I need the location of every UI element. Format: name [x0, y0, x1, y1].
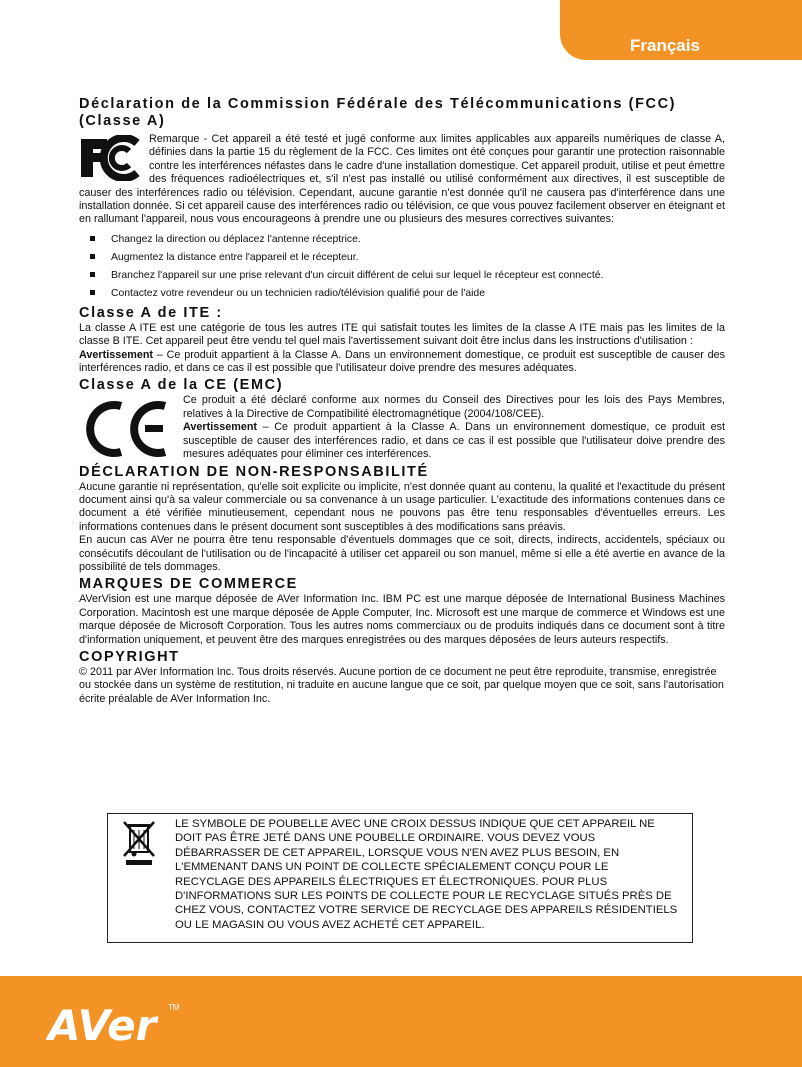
language-tab — [560, 0, 802, 60]
fcc-heading: Déclaration de la Commission Fédérale des Télécommunications (FCC) (Classe A) — [79, 96, 677, 129]
language-label: Français — [630, 36, 700, 55]
list-item: Contactez votre revendeur ou un technicien radio/télévision qualifié pour de l'aide — [89, 287, 725, 300]
ce-heading: Classe A de la CE (EMC) — [79, 377, 284, 394]
svg-text:TM: TM — [168, 1003, 180, 1012]
list-item: Augmentez la distance entre l'appareil et le récepteur. — [89, 251, 725, 264]
aver-logo — [46, 996, 186, 1050]
crossed-bin-icon — [122, 820, 156, 866]
list-item: Branchez l'appareil sur une prise relevant d'un circuit différent de celui sur lequel le récepteur est connecté. — [89, 269, 725, 282]
svg-text:AVer: AVer — [48, 1001, 157, 1050]
warning-text: – Ce produit appartient à la Classe A. Dans un environnement domestique, ce produit est susceptible de causer des interférences radio, et dans ce cas il est possible que l'utilisateur doive prendre des mesures adéquates pour éliminer ces interférences. — [183, 421, 725, 461]
disclaimer-paragraph-2: En aucun cas AVer ne pourra être tenu responsable d'éventuels dommages que ce soit, directs, indirects, accidentels, spéciaux ou consécutifs découlant de l'utilisation ou de l'incapacité à utiliser cet appareil ou son manuel, même si elle a été avertie en avance de la possibilité de tels dommages. — [79, 534, 725, 573]
fcc-measures-list — [89, 233, 725, 300]
ce-warning — [79, 421, 725, 461]
trademarks-heading: MARQUES DE COMMERCE — [79, 576, 298, 593]
fcc-paragraph: Remarque - Cet appareil a été testé et jugé conforme aux limites applicables aux appareils numériques de classe A, définies dans la partie 15 du règlement de la FCC. Ces limites ont été conçues pour garantir une protection raisonnable contre les interférences néfastes dans le cadre d'une installation domestique. Cet appareil produit, utilise et peut émettre des fréquences radioélectriques et, s'il n'est pas installé ou utilisé conformément aux directives, il est susceptible de causer des interférences radio ou télévision. Cependant, aucune garantie n'est donnée qu'il ne causera pas d'interférence dans une installation donnée. Si cet appareil cause des interférences radio ou télévision, ce que vous pouvez facilement observer en éteignant et en rallumant l'appareil, nous vous encourageons à prendre une ou plusieurs des mesures correctives suivantes: — [79, 133, 725, 226]
ce-paragraph: Ce produit a été déclaré conforme aux normes du Conseil des Directives pour les lois des Pays Membres, relatives à la Directive de Compatibilité électromagnétique (2004/108/CEE). — [183, 394, 725, 420]
document-body — [79, 96, 725, 706]
ite-paragraph: La classe A ITE est une catégorie de tous les autres ITE qui satisfait toutes les limites de la classe A ITE mais pas les limites de la classe B ITE. Cet appareil peut être vendu tel quel mais l'avertissement suivant doit être inclus dans les instructions d'utilisation : — [79, 321, 725, 348]
weee-notice-text: LE SYMBOLE DE POUBELLE AVEC UNE CROIX DESSUS INDIQUE QUE CET APPAREIL NE DOIT PAS ÊTRE JETÉ DANS UNE POUBELLE ORDINAIRE. VOUS DEVEZ VOUS DÉBARRASSER DE CET APPAREIL, LORSQUE VOUS N'EN AVEZ PLUS BESOIN, EN L'EMMENANT DANS UN POINT DE COLLECTE SPÉCIALEMENT CONÇU POUR LE RECYCLAGE DES APPAREILS ÉLECTRIQUES ET ÉLECTRONIQUES. POUR PLUS D'INFORMATIONS SUR LES POINTS DE COLLECTE POUR LE RECYCLAGE SITUÉS PRÈS DE CHEZ VOUS, CONTACTEZ VOTRE SERVICE DE RECYCLAGE DES APPAREILS RÉSIDENTIELS OU LE MAGASIN OU VOUS AVEZ ACHETÉ CET APPAREIL. — [175, 818, 678, 931]
fcc-section — [79, 133, 725, 227]
trademarks-paragraph: AVerVision est une marque déposée de AVer Information Inc. IBM PC est une marque déposée de International Business Machines Corporation. Macintosh est une marque déposée de Apple Computer, Inc. Microsoft est une marque de commerce et Windows est une marque déposée de Microsoft Corporation. Tous les autres noms commerciaux ou de produits indiqués dans ce document sont à titre d'information uniquement, et peuvent être des marques enregistrées ou des marques déposées de leurs auteurs respectifs. — [79, 593, 725, 646]
ce-section — [79, 394, 725, 461]
warning-label: Avertissement — [183, 421, 258, 434]
footer-bar — [0, 976, 802, 1067]
ite-warning — [79, 349, 725, 376]
ite-heading: Classe A de ITE : — [79, 304, 223, 321]
copyright-heading: COPYRIGHT — [79, 648, 180, 665]
ce-logo-icon — [83, 398, 171, 460]
copyright-paragraph: © 2011 par AVer Information Inc. Tous droits réservés. Aucune portion de ce document ne peut être reproduite, transmise, enregistrée ou stockée dans un système de restitution, ni traduite en aucune langue que ce soit, par quelque moyen que ce soit, sans l'autorisation écrite préalable de AVer Information Inc. — [79, 665, 724, 705]
weee-notice-box — [107, 813, 693, 943]
warning-text: – Ce produit appartient à la Classe A. Dans un environnement domestique, ce produit est susceptible de causer des interférences radio, et dans ce cas il est possible que l'utilisateur doive prendre des mesures adéquates. — [79, 348, 725, 375]
list-item: Changez la direction ou déplacez l'antenne réceptrice. — [89, 233, 725, 246]
warning-label: Avertissement — [79, 348, 154, 361]
fcc-logo-icon — [79, 135, 141, 181]
disclaimer-heading: DÉCLARATION DE NON-RESPONSABILITÉ — [79, 463, 429, 480]
disclaimer-paragraph-1: Aucune garantie ni représentation, qu'elle soit explicite ou implicite, n'est donnée quant au contenu, la qualité et l'exactitude du présent document ainsi qu'à sa valeur commerciale ou sa convenance à un usage particulier. L'exactitude des informations contenues dans ce document a été vérifiée minutieusement, cependant nous ne pouvons pas être tenu responsables d'éventuelles erreurs. Les informations contenues dans le présent document sont susceptibles à des modifications sans préavis. — [79, 480, 725, 533]
